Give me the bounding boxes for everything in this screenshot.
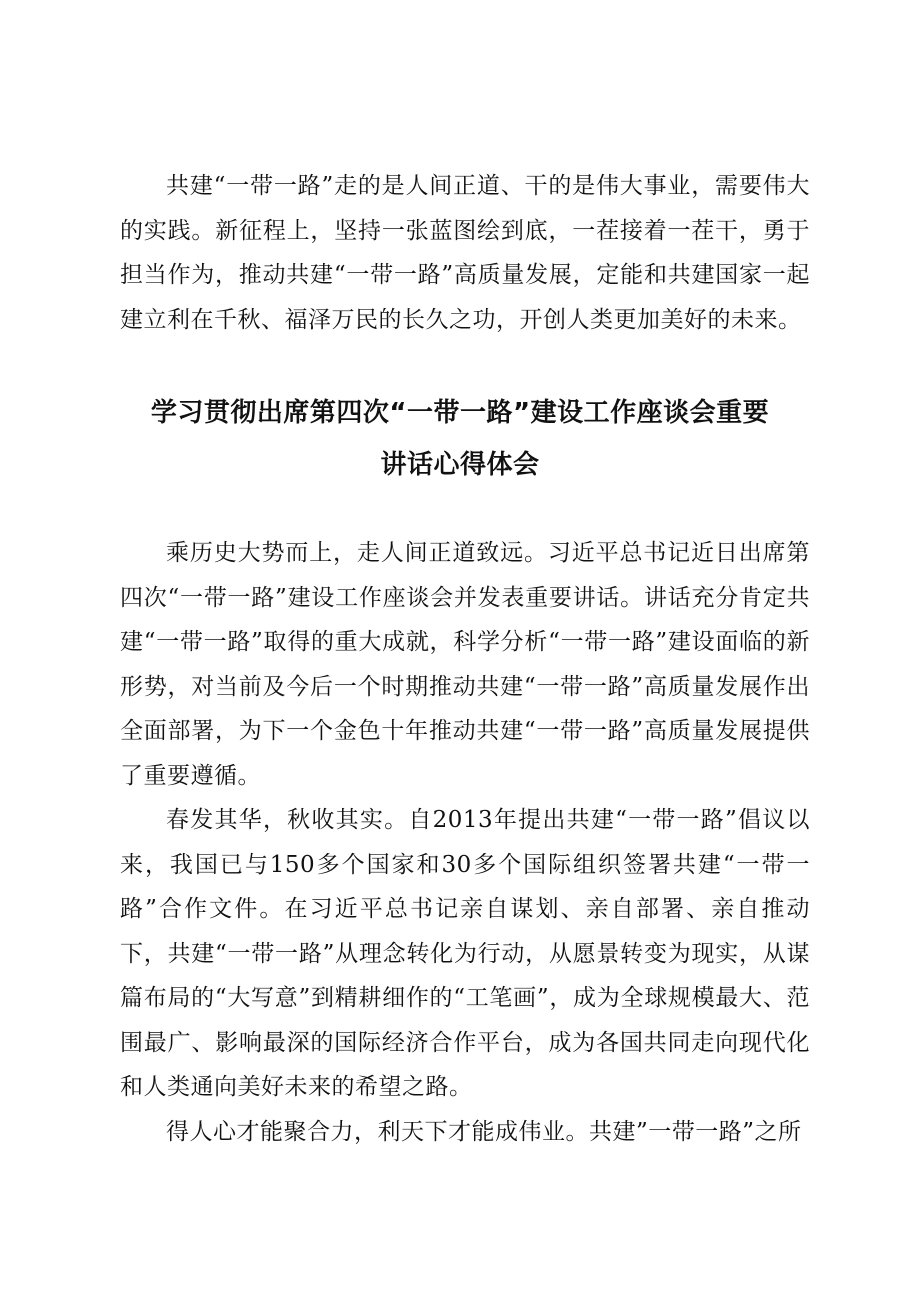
body-paragraph-1: 乘历史大势而上，走人间正道致远。习近平总书记近日出席第四次“一带一路”建设工作座谈会并发表重要讲话。讲话充分肯定共建“一带一路”取得的重大成就，科学分析“一带一路”建设面临的新形势，对当前及今后一个时期推动共建“一带一路”高质量发展作出全面部署，为下一个金色十年推动共建“一带一路”高质量发展提供了重要遵循。 [120,540,810,789]
body-paragraph-2: 春发其华，秋收其实。自2013年提出共建“一带一路”倡议以来，我国已与150多个国家和30多个国际组织签署共建“一带一路”合作文件。在习近平总书记亲自谋划、亲自部署、亲自推动下，共建“一带一路”从理念转化为行动，从愿景转变为现实，从谋篇布局的“大写意”到精耕细作的“工笔画”，成为全球规模最大、范围最广、影响最深的国际经济合作平台，成为各国共同走向现代化和人类通向美好未来的希望之路。 [120,807,810,1100]
body-paragraph-3: 得人心才能聚合力，利天下才能成伟业。共建”一带一路”之所 [166,1119,802,1145]
intro-paragraph: 共建“一带一路”走的是人间正道、干的是伟大事业，需要伟大的实践。新征程上，坚持一张蓝图绘到底，一茬接着一茬干，勇于担当作为，推动共建“一带一路”高质量发展，定能和共建国家一起建立利在千秋、福泽万民的长久之功，开创人类更加美好的未来。 [120,173,810,333]
article-title-line-2: 讲话心得体会 [380,450,540,480]
article-title-line-1: 学习贯彻出席第四次“一带一路”建设工作座谈会重要 [150,398,770,428]
article-title [100,387,820,491]
